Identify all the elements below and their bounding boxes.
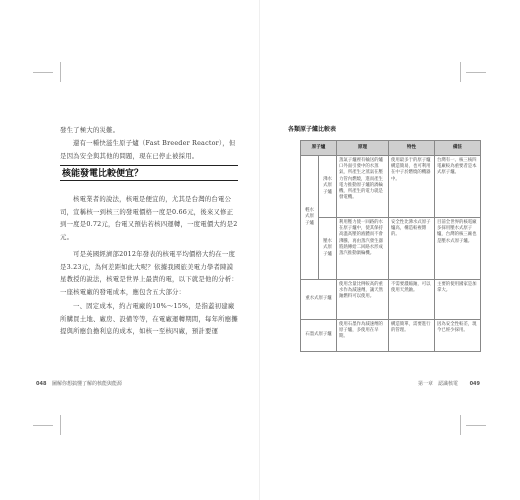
type-cell: 壓水式原子爐	[319, 218, 337, 280]
column-header: 特性	[389, 141, 435, 156]
type-cell: 重水式原子爐	[301, 280, 337, 320]
gutter	[259, 0, 260, 500]
feature-cell: 不需要濃縮鈾，可以使用天然鈾。	[389, 280, 435, 320]
type-cell: 石墨式原子爐	[301, 320, 337, 352]
comparison-table	[300, 140, 481, 352]
table-row	[301, 156, 481, 218]
paragraph: 一、固定成本，約占電廠的10%～15%，是指蓋初建廠所購買土地、廠房、設備等等，在電廠運轉期間，每年所應攤提與所應負擔利息的成本，如核一至核四廠，預計要運	[60, 302, 238, 336]
column-header: 備註	[435, 141, 481, 156]
table-header-row	[301, 141, 481, 156]
feature-cell: 安全性比沸水式原子爐高，構造較複雜的。	[389, 218, 435, 280]
page-number: 048	[36, 381, 47, 387]
principle-cell: 利用壓力使一回路的水在原子爐中，使其保持高溫高壓的液體而不會沸騰，再由蒸汽發生器將熱傳給二回路水形成蒸汽推動渦輪機。	[337, 218, 389, 280]
table-title: 各類原子爐比較表	[288, 126, 337, 133]
paragraph: 可是英國經濟部2012年發表的核電平均價格大約在一度是3.23元，為何差距如此大呢？依據我國旅美電力學者陳謨星教授的說法，核電是世界上最貴的電，以下就是他的分析：一座核電廠的發電成本，應包含五大部分：	[60, 250, 238, 296]
feature-cell: 構造簡單，需要進行的管理。	[389, 320, 435, 352]
footer	[418, 380, 480, 387]
paragraph: 還有一種快滋生原子爐（Fast Breeder Reactor），但是因為安全與其他的問題，現在已停止被採用。	[60, 139, 236, 160]
table-row	[301, 320, 481, 352]
section-heading: 核能發電比較便宜？	[60, 165, 238, 181]
paragraph: 發生了極大的災難。	[60, 126, 120, 134]
footer	[36, 380, 122, 387]
note-cell: 台灣有一、核三核四電廠較為重要者是本式原子爐。	[435, 156, 481, 218]
column-header: 原子爐	[301, 141, 337, 156]
note-cell: 因為安全性較差，現今已經少採用。	[435, 320, 481, 352]
chapter-label: 第一章 認識核電	[417, 381, 458, 387]
note-cell: 目前全世界的核電廠多採用壓水式原子爐，台灣的核三廠也是壓水式原子爐。	[435, 218, 481, 280]
note-cell: 主要的使用國家是加拿大。	[435, 280, 481, 320]
principle-cell: 使用石墨作為減速劑的原子爐，多使用在早期。	[337, 320, 389, 352]
principle-cell: 蒸氣子爐裡有輸送的爐口外面引發中的水蒸氣，所產生之蒸氣在壓力管內燃燒，進而產生電力推動原子爐的渦輪機，所產生的電力就是發電機。	[337, 156, 389, 218]
left-page	[0, 0, 258, 500]
running-title: 圖解你想搞懂了解的核能與能源	[52, 381, 123, 387]
group-cell: 輕水式原子爐	[301, 156, 319, 280]
column-header: 原理	[337, 141, 389, 156]
table-row	[301, 280, 481, 320]
page-number: 049	[469, 381, 480, 387]
table-row	[301, 218, 481, 280]
type-cell: 沸水式原子爐	[319, 156, 337, 218]
principle-cell: 使用含量比例較高的重水作為減速劑，讓天然鈾燃料可以使用。	[337, 280, 389, 320]
paragraph: 核電業者的說法，核電是便宜的，尤其是台灣的台電公司，宣稱核一到核三的發電價格一度是0.66元，後來又修正到一度是0.72元，台電又預估若核四運轉，一度電價大約是2元。	[60, 195, 238, 241]
feature-cell: 使用最多于的原子爐構造簡易，也可利用在中子於燃燒的機器中。	[389, 156, 435, 218]
